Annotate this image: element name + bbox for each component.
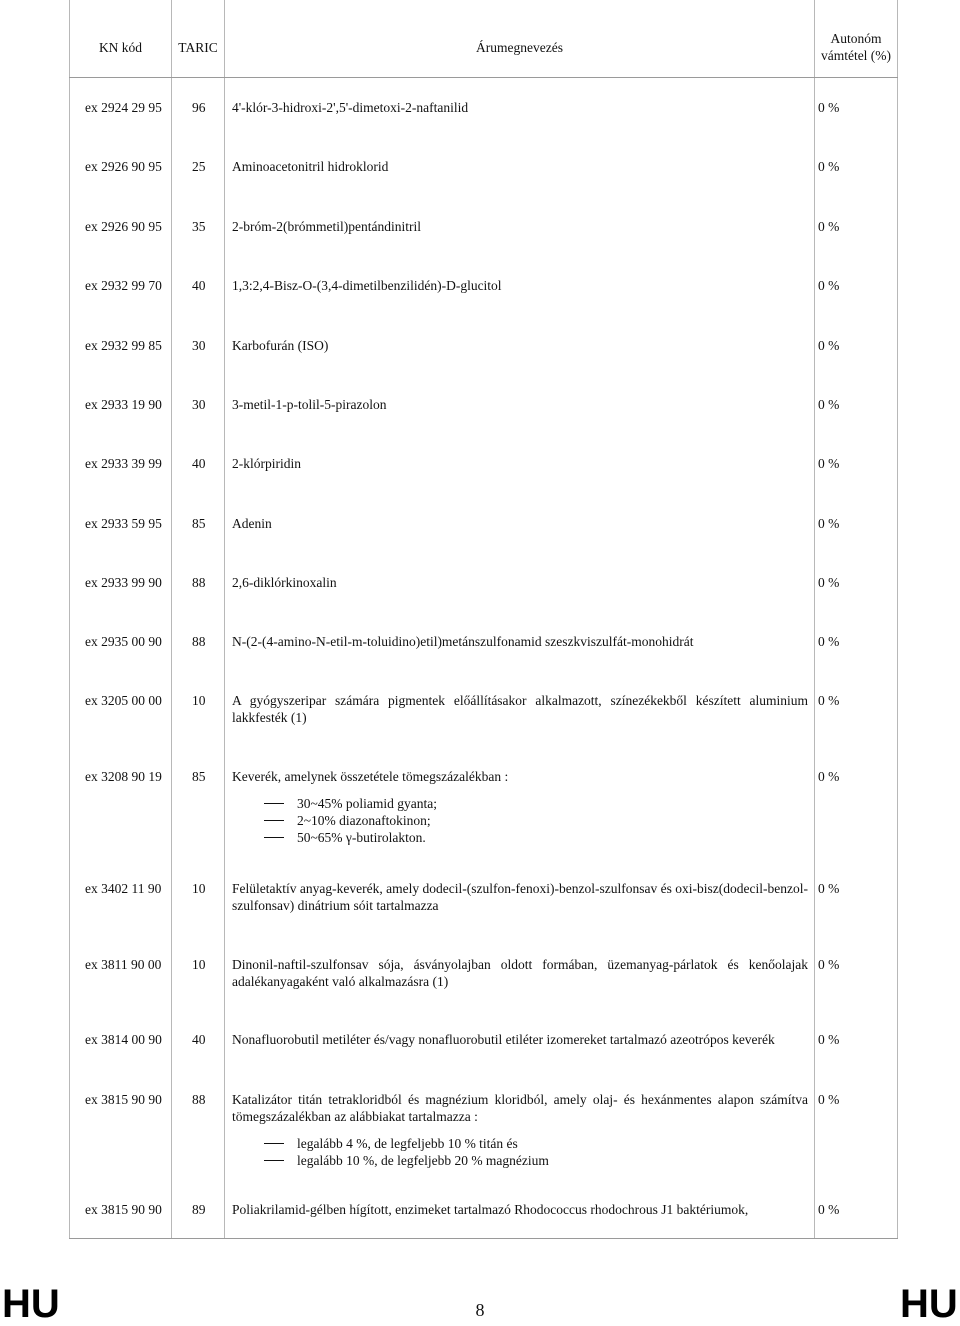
duty-rate: 0 % (818, 456, 840, 471)
taric-code: 30 (192, 397, 206, 412)
column-rule (814, 0, 815, 1239)
description (232, 1091, 808, 1169)
description: 2-klórpiridin (232, 456, 301, 471)
kn-code: ex 3814 00 90 (85, 1032, 162, 1047)
duty-rate: 0 % (818, 575, 840, 590)
taric-code: 85 (192, 769, 206, 784)
dash-icon (264, 1160, 284, 1161)
duty-rate: 0 % (818, 1092, 840, 1107)
duty-rate: 0 % (818, 219, 840, 234)
duty-rate: 0 % (818, 1202, 840, 1217)
taric-code: 88 (192, 1092, 206, 1107)
list-item-text: 50~65% γ-butirolakton. (297, 830, 426, 845)
description-text: Katalizátor titán tetrakloridból és magnézium kloridból, amely olaj- és hexánmentes alapon számítva tömegszázalékban az alábbiakat tartalmazza : (232, 1092, 808, 1124)
description-text: Keverék, amelynek összetétele tömegszázalékban : (232, 769, 509, 784)
description: 2-bróm-2(brómmetil)pentándinitril (232, 219, 421, 234)
taric-code: 88 (192, 634, 206, 649)
list-item-text: 30~45% poliamid gyanta; (297, 796, 438, 811)
list-item (232, 1152, 808, 1169)
taric-code: 35 (192, 219, 206, 234)
list-item-text: legalább 4 %, de legfeljebb 10 % titán és (297, 1136, 518, 1151)
duty-rate: 0 % (818, 634, 840, 649)
description: 4'-klór-3-hidroxi-2',5'-dimetoxi-2-naftanilid (232, 100, 469, 115)
duty-rate: 0 % (818, 769, 840, 784)
dash-icon (264, 803, 284, 804)
list-item (232, 829, 808, 846)
list-item (232, 1135, 808, 1152)
kn-code: ex 2932 99 70 (85, 278, 162, 293)
taric-code: 96 (192, 100, 206, 115)
duty-rate: 0 % (818, 100, 840, 115)
taric-code: 10 (192, 957, 206, 972)
header-rule (69, 77, 898, 78)
footer-country-right: HU (900, 1282, 958, 1326)
duty-rate: 0 % (818, 957, 840, 972)
taric-code: 40 (192, 278, 206, 293)
description: Adenin (232, 516, 272, 531)
taric-code: 40 (192, 1032, 206, 1047)
kn-code: ex 3402 11 90 (85, 881, 162, 896)
taric-code: 25 (192, 159, 206, 174)
taric-code: 40 (192, 456, 206, 471)
taric-code: 89 (192, 1202, 206, 1217)
column-rule (897, 0, 898, 1239)
kn-code: ex 2933 59 95 (85, 516, 162, 531)
duty-rate: 0 % (818, 1032, 840, 1047)
page-number: 8 (475, 1300, 485, 1320)
kn-code: ex 3815 90 90 (85, 1092, 162, 1107)
kn-code: ex 2926 90 95 (85, 219, 162, 234)
kn-code: ex 3205 00 00 (85, 693, 162, 708)
list-item-text: 2~10% diazonaftokinon; (297, 813, 431, 828)
dash-icon (264, 1143, 284, 1144)
kn-code: ex 3208 90 19 (85, 769, 162, 784)
taric-code: 30 (192, 338, 206, 353)
dash-icon (264, 820, 284, 821)
description: Karbofurán (ISO) (232, 338, 329, 353)
list-item-text: legalább 10 %, de legfeljebb 20 % magnézium (297, 1153, 549, 1168)
kn-code: ex 3811 90 00 (85, 957, 162, 972)
taric-code: 10 (192, 693, 206, 708)
kn-code: ex 2924 29 95 (85, 100, 162, 115)
description: Dinonil-naftil-szulfonsav sója, ásványolajban oldott formában, üzemanyag-párlatok és kenőolajak adalékanyagaként való alkalmazásra (1) (232, 957, 808, 989)
duty-rate: 0 % (818, 338, 840, 353)
header-taric: TARIC (178, 39, 218, 55)
kn-code: ex 2933 19 90 (85, 397, 162, 412)
column-rule (171, 0, 172, 1239)
kn-code: ex 2935 00 90 (85, 634, 162, 649)
kn-code: ex 2933 39 99 (85, 456, 162, 471)
description: Aminoacetonitril hidroklorid (232, 159, 389, 174)
kn-code: ex 2932 99 85 (85, 338, 162, 353)
duty-rate: 0 % (818, 516, 840, 531)
description: 1,3:2,4-Bisz-O-(3,4-dimetilbenzilidén)-D-glucitol (232, 278, 502, 293)
kn-code: ex 2933 99 90 (85, 575, 162, 590)
description: Poliakrilamid-gélben hígított, enzimeket tartalmazó Rhodococcus rhodochrous J1 baktériumok, (232, 1202, 749, 1217)
duty-rate: 0 % (818, 159, 840, 174)
table-bottom-rule (69, 1238, 898, 1239)
kn-code: ex 3815 90 90 (85, 1202, 162, 1217)
list-item (232, 795, 808, 812)
description: Felületaktív anyag-keverék, amely dodecil-(szulfon-fenoxi)-benzol-szulfonsav és oxi-bisz(dodecil-benzol-szulfonsav) dinátrium sóit tartalmazza (232, 881, 808, 913)
duty-rate: 0 % (818, 881, 840, 896)
column-rule (69, 0, 70, 1239)
description: Nonafluorobutil metiléter és/vagy nonafluorobutil etiléter izomereket tartalmazó azeotrópos keverék (232, 1032, 775, 1047)
description: A gyógyszeripar számára pigmentek előállításakor alkalmazott, színezékekből készített aluminium lakkfesték (1) (232, 693, 808, 725)
taric-code: 85 (192, 516, 206, 531)
description: 2,6-diklórkinoxalin (232, 575, 337, 590)
header-kn: KN kód (98, 39, 143, 55)
duty-rate: 0 % (818, 397, 840, 412)
description (232, 768, 808, 846)
duty-rate: 0 % (818, 693, 840, 708)
header-rate: Autonóm vámtétel (%) (820, 31, 892, 63)
description: N-(2-(4-amino-N-etil-m-toluidino)etil)metánszulfonamid szeszkviszulfát-monohidrát (232, 634, 694, 649)
taric-code: 88 (192, 575, 206, 590)
column-rule (224, 0, 225, 1239)
dash-icon (264, 837, 284, 838)
header-description: Árumegnevezés (476, 39, 563, 55)
kn-code: ex 2926 90 95 (85, 159, 162, 174)
list-item (232, 812, 808, 829)
duty-rate: 0 % (818, 278, 840, 293)
description: 3-metil-1-p-tolil-5-pirazolon (232, 397, 387, 412)
composition-list (232, 795, 808, 846)
composition-list (232, 1135, 808, 1169)
taric-code: 10 (192, 881, 206, 896)
footer-country-left: HU (2, 1282, 60, 1326)
